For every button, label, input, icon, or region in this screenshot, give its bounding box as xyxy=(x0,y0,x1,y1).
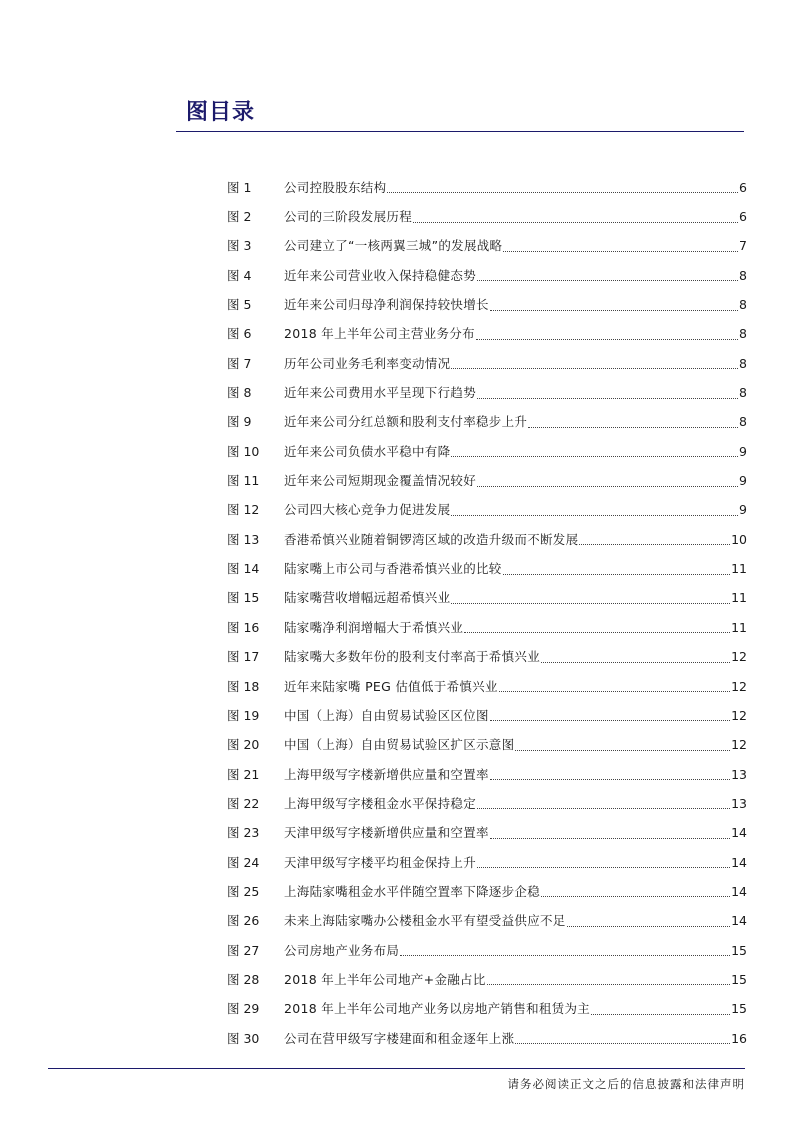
toc-entry[interactable] xyxy=(227,290,747,319)
figure-title: 陆家嘴上市公司与香港希慎兴业的比较 xyxy=(284,561,502,577)
toc-entry[interactable] xyxy=(227,525,747,554)
figure-title: 陆家嘴大多数年份的股利支付率高于希慎兴业 xyxy=(284,649,541,665)
figure-number: 图 12 xyxy=(227,502,260,518)
page-number: 6 xyxy=(739,209,747,225)
figure-number: 图 11 xyxy=(227,473,260,489)
dot-leader xyxy=(528,427,738,428)
figure-title: 2018 年上半年公司主营业务分布 xyxy=(284,326,475,342)
figure-number: 图 28 xyxy=(227,971,260,987)
page-number: 11 xyxy=(731,561,747,577)
page-number: 15 xyxy=(731,1001,747,1017)
figure-title: 公司房地产业务布局 xyxy=(284,942,400,958)
figure-title: 近年来公司归母净利润保持较快增长 xyxy=(284,297,489,313)
dot-leader xyxy=(387,192,738,193)
figure-number: 图 23 xyxy=(227,825,260,841)
dot-leader xyxy=(490,838,730,839)
figure-number: 图 18 xyxy=(227,678,260,694)
toc-entry[interactable] xyxy=(227,701,747,730)
figure-number: 图 1 xyxy=(227,179,252,195)
figure-title: 中国（上海）自由贸易试验区扩区示意图 xyxy=(284,737,515,753)
page-number: 15 xyxy=(731,942,747,958)
dot-leader xyxy=(490,310,738,311)
toc-entry[interactable] xyxy=(227,496,747,525)
toc-entry[interactable] xyxy=(227,848,747,877)
toc-entry[interactable] xyxy=(227,232,747,261)
dot-leader xyxy=(503,574,730,575)
dot-leader xyxy=(413,222,738,223)
figure-number: 图 19 xyxy=(227,707,260,723)
dot-leader xyxy=(451,368,738,369)
figure-number: 图 20 xyxy=(227,737,260,753)
page-number: 8 xyxy=(739,267,747,283)
dot-leader xyxy=(400,955,730,956)
figure-title: 近年来公司营业收入保持稳健态势 xyxy=(284,267,477,283)
toc-entry[interactable] xyxy=(227,731,747,760)
page-number: 15 xyxy=(731,971,747,987)
figure-number: 图 24 xyxy=(227,854,260,870)
footer-divider xyxy=(48,1068,745,1069)
page-number: 7 xyxy=(739,238,747,254)
page-number: 10 xyxy=(731,531,747,547)
dot-leader xyxy=(591,1014,730,1015)
figure-number: 图 10 xyxy=(227,443,260,459)
toc-entry[interactable] xyxy=(227,819,747,848)
dot-leader xyxy=(477,398,738,399)
dot-leader xyxy=(515,1043,730,1044)
figure-number: 图 21 xyxy=(227,766,260,782)
toc-entry[interactable] xyxy=(227,613,747,642)
figure-number: 图 30 xyxy=(227,1030,260,1046)
dot-leader xyxy=(490,779,730,780)
toc-entry[interactable] xyxy=(227,877,747,906)
figure-title: 近年来陆家嘴 PEG 估值低于希慎兴业 xyxy=(284,678,498,694)
dot-leader xyxy=(579,544,730,545)
dot-leader xyxy=(451,603,730,604)
toc-entry[interactable] xyxy=(227,672,747,701)
page-number: 8 xyxy=(739,385,747,401)
figure-title: 中国（上海）自由贸易试验区区位图 xyxy=(284,707,489,723)
dot-leader xyxy=(503,251,738,252)
dot-leader xyxy=(477,867,730,868)
toc-entry[interactable] xyxy=(227,173,747,202)
page-number: 8 xyxy=(739,414,747,430)
toc-entry[interactable] xyxy=(227,936,747,965)
figure-number: 图 3 xyxy=(227,238,252,254)
dot-leader xyxy=(451,456,738,457)
page-number: 11 xyxy=(731,590,747,606)
dot-leader xyxy=(477,280,738,281)
figure-title: 公司控股股东结构 xyxy=(284,179,387,195)
page-number: 14 xyxy=(731,825,747,841)
figure-number: 图 26 xyxy=(227,913,260,929)
dot-leader xyxy=(490,720,730,721)
dot-leader xyxy=(541,662,730,663)
figure-title: 陆家嘴营收增幅远超希慎兴业 xyxy=(284,590,451,606)
toc-entry[interactable] xyxy=(227,760,747,789)
toc-entry[interactable] xyxy=(227,643,747,672)
dot-leader xyxy=(464,632,730,633)
toc-entry[interactable] xyxy=(227,378,747,407)
figure-number: 图 9 xyxy=(227,414,252,430)
figure-title: 公司在营甲级写字楼建面和租金逐年上涨 xyxy=(284,1030,515,1046)
toc-entry[interactable] xyxy=(227,437,747,466)
footer-disclaimer: 请务必阅读正文之后的信息披露和法律声明 xyxy=(507,1077,745,1091)
page-number: 12 xyxy=(731,678,747,694)
figure-title: 近年来公司负债水平稳中有降 xyxy=(284,443,451,459)
figure-title: 2018 年上半年公司地产业务以房地产销售和租赁为主 xyxy=(284,1001,591,1017)
page-number: 13 xyxy=(731,766,747,782)
dot-leader xyxy=(477,486,738,487)
toc-entry[interactable] xyxy=(227,349,747,378)
figure-title: 历年公司业务毛利率变动情况 xyxy=(284,355,451,371)
toc-entry[interactable] xyxy=(227,466,747,495)
figure-number: 图 27 xyxy=(227,942,260,958)
page-number: 14 xyxy=(731,883,747,899)
figure-number: 图 25 xyxy=(227,883,260,899)
title-divider xyxy=(176,131,744,132)
figure-number: 图 15 xyxy=(227,590,260,606)
page-title: 图目录 xyxy=(186,100,256,125)
figure-title: 公司的三阶段发展历程 xyxy=(284,209,413,225)
figure-list xyxy=(227,173,747,1053)
figure-title: 近年来公司短期现金覆盖情况较好 xyxy=(284,473,477,489)
figure-number: 图 6 xyxy=(227,326,252,342)
figure-title: 公司建立了“一核两翼三城”的发展战略 xyxy=(284,238,503,254)
figure-title: 香港希慎兴业随着铜锣湾区域的改造升级而不断发展 xyxy=(284,531,579,547)
figure-number: 图 16 xyxy=(227,619,260,635)
page-number: 8 xyxy=(739,355,747,371)
figure-number: 图 13 xyxy=(227,531,260,547)
page-number: 13 xyxy=(731,795,747,811)
page-number: 9 xyxy=(739,502,747,518)
figure-title: 未来上海陆家嘴办公楼租金水平有望受益供应不足 xyxy=(284,913,566,929)
page-number: 12 xyxy=(731,707,747,723)
page-number: 6 xyxy=(739,179,747,195)
figure-number: 图 4 xyxy=(227,267,252,283)
page-number: 11 xyxy=(731,619,747,635)
toc-entry[interactable] xyxy=(227,907,747,936)
dot-leader xyxy=(499,691,730,692)
figure-title: 上海甲级写字楼新增供应量和空置率 xyxy=(284,766,489,782)
page-number: 14 xyxy=(731,854,747,870)
figure-number: 图 22 xyxy=(227,795,260,811)
toc-entry[interactable] xyxy=(227,261,747,290)
toc-entry[interactable] xyxy=(227,554,747,583)
figure-title: 天津甲级写字楼平均租金保持上升 xyxy=(284,854,477,870)
figure-title: 近年来公司费用水平呈现下行趋势 xyxy=(284,385,477,401)
figure-title: 陆家嘴净利润增幅大于希慎兴业 xyxy=(284,619,464,635)
figure-title: 公司四大核心竞争力促进发展 xyxy=(284,502,451,518)
dot-leader xyxy=(567,926,730,927)
figure-title: 上海陆家嘴租金水平伴随空置率下降逐步企稳 xyxy=(284,883,541,899)
figure-title: 近年来公司分红总额和股利支付率稳步上升 xyxy=(284,414,528,430)
page-number: 9 xyxy=(739,473,747,489)
figure-number: 图 17 xyxy=(227,649,260,665)
dot-leader xyxy=(515,750,730,751)
figure-number: 图 2 xyxy=(227,209,252,225)
dot-leader xyxy=(451,515,738,516)
dot-leader xyxy=(541,896,730,897)
page-number: 16 xyxy=(731,1030,747,1046)
toc-entry[interactable] xyxy=(227,1024,747,1053)
figure-number: 图 5 xyxy=(227,297,252,313)
figure-title: 上海甲级写字楼租金水平保持稳定 xyxy=(284,795,477,811)
toc-entry[interactable] xyxy=(227,408,747,437)
toc-entry[interactable] xyxy=(227,320,747,349)
page-number: 8 xyxy=(739,326,747,342)
toc-entry[interactable] xyxy=(227,789,747,818)
figure-title: 天津甲级写字楼新增供应量和空置率 xyxy=(284,825,489,841)
page-number: 14 xyxy=(731,913,747,929)
dot-leader xyxy=(477,808,730,809)
figure-title: 2018 年上半年公司地产+金融占比 xyxy=(284,971,486,987)
figure-number: 图 8 xyxy=(227,385,252,401)
page-number: 12 xyxy=(731,649,747,665)
toc-entry[interactable] xyxy=(227,202,747,231)
dot-leader xyxy=(487,984,730,985)
page-number: 9 xyxy=(739,443,747,459)
toc-entry[interactable] xyxy=(227,584,747,613)
toc-entry[interactable] xyxy=(227,995,747,1024)
figure-number: 图 29 xyxy=(227,1001,260,1017)
toc-entry[interactable] xyxy=(227,965,747,994)
figure-number: 图 7 xyxy=(227,355,252,371)
page-number: 8 xyxy=(739,297,747,313)
page-number: 12 xyxy=(731,737,747,753)
figure-number: 图 14 xyxy=(227,561,260,577)
dot-leader xyxy=(476,339,738,340)
